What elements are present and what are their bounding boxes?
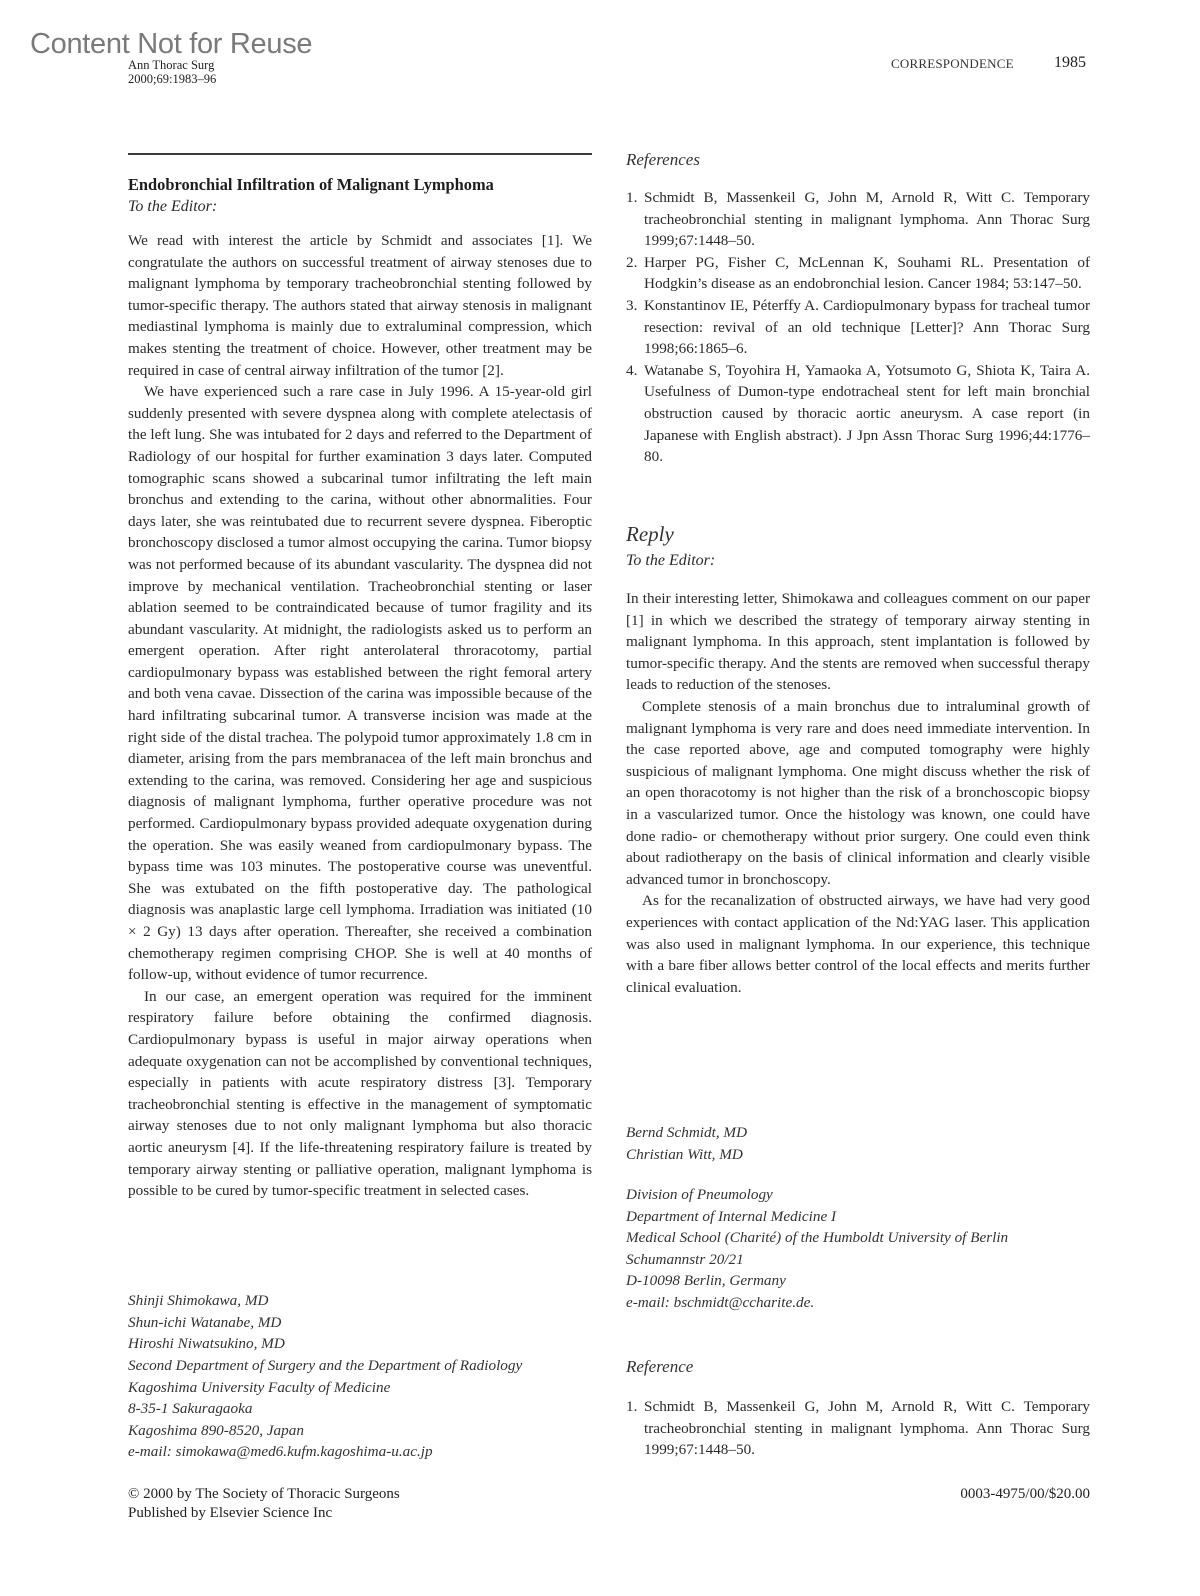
- affiliation-line: Schumannstr 20/21: [626, 1250, 744, 1268]
- letter-column: [128, 174, 592, 1202]
- reference-item: 1. Schmidt B, Massenkeil G, John M, Arnold R, Witt C. Temporary tracheobronchial stenting in malignant lymphoma. Ann Thorac Surg 1999;67:1448–50.: [626, 1398, 1090, 1459]
- letter-references: [626, 187, 1090, 468]
- journal-citation: [128, 58, 216, 86]
- affiliation-line: Department of Internal Medicine I: [626, 1207, 837, 1225]
- letter-salutation: To the Editor:: [128, 198, 218, 215]
- affiliation-line: Division of Pneumology: [626, 1186, 773, 1203]
- section-label: CORRESPONDENCE: [891, 56, 1014, 71]
- affiliation-line: D-10098 Berlin, Germany: [626, 1272, 786, 1290]
- email-link[interactable]: e-mail: simokawa@med6.kufm.kagoshima-u.ac.jp: [128, 1443, 433, 1461]
- reply-paragraph: As for the recanalization of obstructed airways, we have had very good experiences with contact application of the Nd:YAG laser. This application was also used in malignant lymphoma. In our experience, this technique with a bare fiber allows better control of the local effects and merits further clinical evaluation.: [626, 892, 1090, 996]
- affiliation-line: Medical School (Charité) of the Humboldt University of Berlin: [626, 1229, 1009, 1247]
- author-name: Shun-ichi Watanabe, MD: [128, 1313, 282, 1331]
- affiliation-line: Kagoshima University Faculty of Medicine: [128, 1378, 391, 1396]
- footer-left: [128, 1485, 400, 1523]
- email-link[interactable]: e-mail: bschmidt@ccharite.de.: [626, 1293, 815, 1311]
- reply-title: Reply: [626, 522, 674, 546]
- author-name: Bernd Schmidt, MD: [626, 1124, 748, 1141]
- author-name: Shinji Shimokawa, MD: [128, 1292, 269, 1309]
- page-number: 1985: [1054, 54, 1086, 71]
- author-name: Hiroshi Niwatsukino, MD: [128, 1335, 285, 1353]
- affiliation-line: Kagoshima 890-8520, Japan: [128, 1421, 304, 1439]
- watermark: Content Not for Reuse: [30, 28, 313, 60]
- reply-salutation: To the Editor:: [626, 552, 716, 569]
- reference-item: 1. Schmidt B, Massenkeil G, John M, Arnold R, Witt C. Temporary tracheobronchial stenting in malignant lymphoma. Ann Thorac Surg 1999;67:1448–50.: [626, 189, 1090, 250]
- references-heading: References: [626, 150, 700, 169]
- title-rule: [128, 153, 592, 155]
- reply-paragraph: Complete stenosis of a main bronchus due to intraluminal growth of malignant lymphoma is very rare and does need immediate intervention. In the case reported above, age and computed tomography were highly suspicious of malignant lymphoma. One might discuss whether the risk of an open thoracotomy is not higher than the risk of a bronchoscopic biopsy in a vascularized tumor. Once the histology was known, one could have done radio- or chemotherapy without prior surgery. One could even think about radiotherapy on the basis of clinical information and clearly visible advanced tumor in bronchoscopy.: [626, 697, 1090, 888]
- copyright: © 2000 by The Society of Thoracic Surgeons: [128, 1486, 400, 1502]
- reference-item: 2. Harper PG, Fisher C, McLennan K, Souhami RL. Presentation of Hodgkin’s disease as an endobronchial lesion. Cancer 1984; 53:147–50.: [626, 253, 1090, 293]
- letter-paragraph: In our case, an emergent operation was required for the imminent respiratory failure before obtaining the confirmed diagnosis. Cardiopulmonary bypass is useful in major airway operations when adequate oxygenation can not be accomplished by conventional techniques, especially in patients with acute respiratory distress [3]. Temporary tracheobronchial stenting is effective in the management of symptomatic airway stenoses due to not only malignant lymphoma but also thoracic aortic aneurysm [4]. If the life-threatening respiratory failure is treated by temporary airway stenting or palliative operation, malignant lymphoma is possible to be cured by tumor-specific treatment in selected cases.: [128, 987, 592, 1200]
- reply-authors: [626, 1122, 1090, 1165]
- reply-column: [626, 588, 1090, 998]
- affiliation-line: 8-35-1 Sakuragaoka: [128, 1400, 253, 1418]
- reply-reference-heading: Reference: [626, 1357, 694, 1376]
- letter-paragraph: We read with interest the article by Schmidt and associates [1]. We congratulate the authors on successful treatment of airway stenoses due to malignant lymphoma by temporary tracheobronchial stenting followed by tumor-specific therapy. The authors stated that airway stenosis in malignant mediastinal lymphoma is mainly due to extraluminal compression, which makes stenting the treatment of choice. However, other treatment may be required in case of central airway infiltration of the tumor [2].: [128, 232, 592, 379]
- issn-code: 0003-4975/00/$20.00: [960, 1486, 1090, 1502]
- letter-title: Endobronchial Infiltration of Malignant Lymphoma: [128, 175, 494, 194]
- reference-item: 3. Konstantinov IE, Péterffy A. Cardiopulmonary bypass for tracheal tumor resection: revival of an old technique [Letter]? Ann Thorac Surg 1998;66:1865–6.: [626, 296, 1090, 358]
- letter-paragraph: We have experienced such a rare case in July 1996. A 15-year-old girl suddenly presented with severe dyspnea along with complete atelectasis of the left lung. She was intubated for 2 days and referred to the Department of Radiology of our hospital for further examination 3 days later. Computed tomographic scans showed a subcarinal tumor infiltrating the left main bronchus and extending to the carina, without other abnormalities. Four days later, she was reintubated due to recurrent severe dyspnea. Fiberoptic bronchoscopy disclosed a tumor almost occupying the carina. Tumor biopsy was not performed because of its abundant vascularity. The dyspnea did not improve by mechanical ventilation. Tracheobronchial stenting or laser ablation seemed to be contraindicated because of tumor fragility and its abundant vascularity. At midnight, the radiologists asked us to perform an emergent operation. After right anterolateral throracotomy, partial cardiopulmonary bypass was established between the right femoral artery and both vena cavae. Dissection of the carina was impossible because of the hard infiltrating subcarinal tumor. A transverse incision was made at the right side of the distal trachea. The polypoid tumor approximately 1.8 cm in diameter, arising from the pars membranacea of the left main bronchus and extending to the carina, was removed. Considering her age and suspicious diagnosis of malignant lymphoma, further operative procedure was not performed. Cardiopulmonary bypass provided adequate oxygenation during the operation. She was easily weaned from cardiopulmonary bypass. The bypass time was 103 minutes. The postoperative course was uneventful. She was extubated on the fifth postoperative day. The pathological diagnosis was anaplastic large cell lymphoma. Irradiation was initiated (10 × 2 Gy) 13 days after operation. Thereafter, she received a combination chemotherapy regimen comprising CHOP. She is well at 40 months of follow-up, without evidence of tumor recurrence.: [128, 383, 592, 984]
- publisher: Published by Elsevier Science Inc: [128, 1505, 333, 1521]
- journal-name: Ann Thorac Surg: [128, 58, 215, 72]
- affiliation-line: Second Department of Surgery and the Department of Radiology: [128, 1357, 523, 1374]
- journal-volume: 2000;69:1983–96: [128, 72, 217, 86]
- reply-references: [626, 1396, 1090, 1461]
- letter-authors: [128, 1290, 592, 1355]
- reply-paragraph: In their interesting letter, Shimokawa and colleagues comment on our paper [1] in which we described the strategy of temporary airway stenting in malignant lymphoma. In this approach, stent implantation is followed by tumor-specific therapy. And the stents are removed when successful therapy leads to reduction of the stenoses.: [626, 590, 1090, 694]
- author-name: Christian Witt, MD: [626, 1145, 743, 1163]
- reference-item: 4. Watanabe S, Toyohira H, Yamaoka A, Yotsumoto G, Shiota K, Taira A. Usefulness of Dumon-type endotracheal stent for left main bronchial obstruction caused by thoracic aortic aneurysm. A case report (in Japanese with English abstract). J Jpn Assn Thorac Surg 1996;44:1776–80.: [626, 361, 1090, 466]
- reply-affiliation: [626, 1184, 1106, 1314]
- letter-affiliation: [128, 1355, 598, 1463]
